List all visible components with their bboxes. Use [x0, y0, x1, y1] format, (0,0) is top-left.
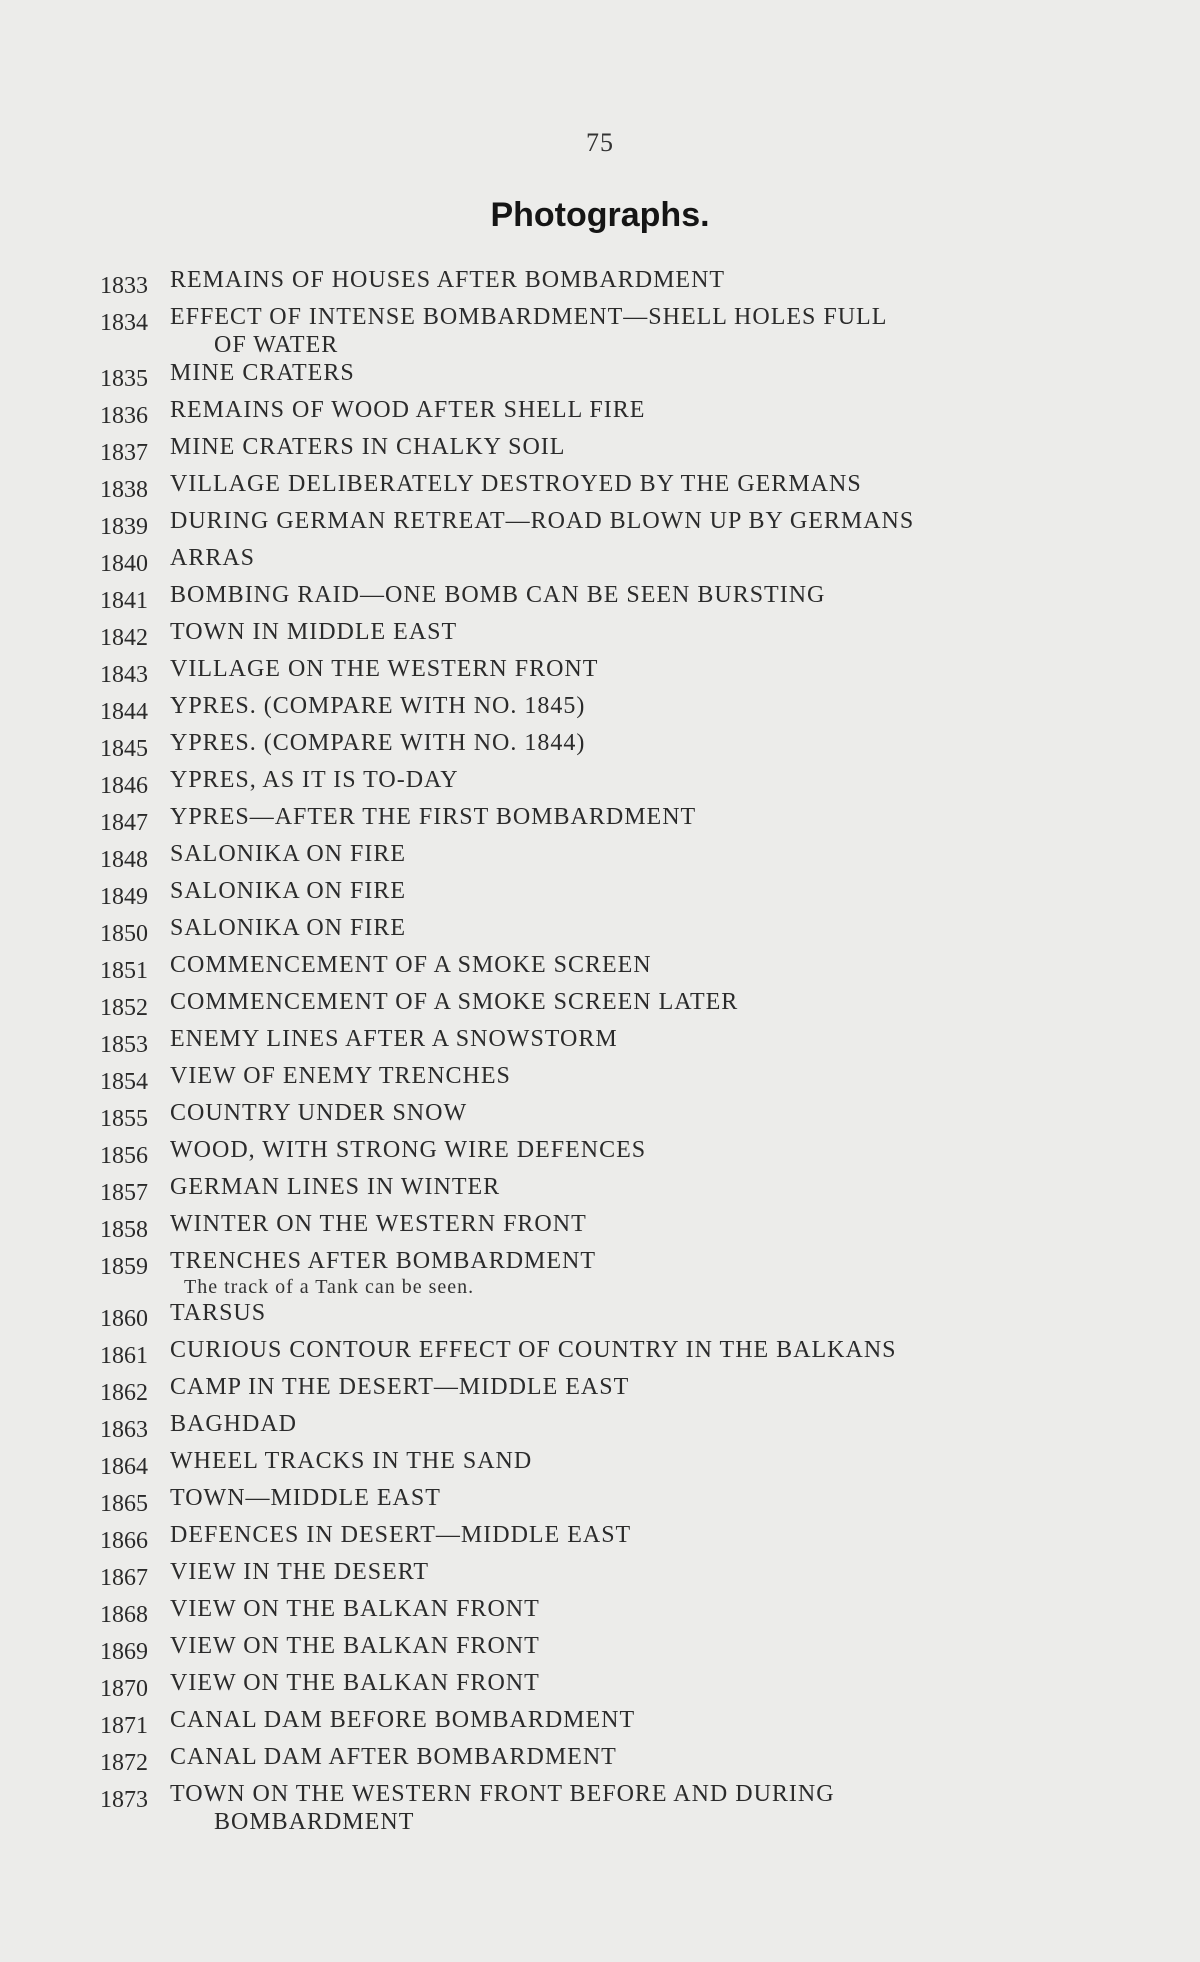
photo-title: TOWN IN MIDDLE EAST [170, 619, 458, 645]
photo-number: 1854 [100, 1069, 148, 1095]
photo-title: CAMP IN THE DESERT—MIDDLE EAST [170, 1374, 630, 1400]
list-item [100, 1097, 1100, 1134]
photo-caption [170, 875, 1100, 907]
list-item [100, 616, 1100, 653]
photo-caption [170, 1593, 1100, 1625]
photo-title: WINTER ON THE WESTERN FRONT [170, 1211, 587, 1237]
photo-caption [170, 357, 1100, 389]
photo-number: 1834 [100, 310, 148, 336]
photo-title: YPRES, AS IT IS TO-DAY [170, 767, 459, 793]
list-item [100, 468, 1100, 505]
list-item [100, 1134, 1100, 1171]
photo-title: GERMAN LINES IN WINTER [170, 1174, 501, 1200]
photo-caption [170, 1060, 1100, 1092]
photo-title: ARRAS [170, 545, 256, 571]
photo-caption [170, 838, 1100, 870]
list-item [100, 1778, 1100, 1834]
list-item [100, 394, 1100, 431]
photo-number: 1835 [100, 366, 148, 392]
photo-caption [170, 1778, 1100, 1834]
photo-caption [170, 1245, 1100, 1297]
photo-caption [170, 1519, 1100, 1551]
photo-title: SALONIKA ON FIRE [170, 915, 407, 941]
photo-number: 1844 [100, 699, 148, 725]
photo-caption [170, 1371, 1100, 1403]
photo-title: MINE CRATERS [170, 360, 355, 386]
photo-number: 1873 [100, 1787, 148, 1813]
photo-title: COMMENCEMENT OF A SMOKE SCREEN [170, 952, 652, 978]
photo-title: WHEEL TRACKS IN THE SAND [170, 1448, 533, 1474]
list-item [100, 1023, 1100, 1060]
photo-caption [170, 1297, 1100, 1329]
list-item [100, 1445, 1100, 1482]
photo-number: 1846 [100, 773, 148, 799]
photo-number: 1868 [100, 1602, 148, 1628]
photo-title: TOWN ON THE WESTERN FRONT BEFORE AND DURING [170, 1781, 835, 1807]
photo-caption [170, 468, 1100, 500]
list-item [100, 949, 1100, 986]
photo-number: 1838 [100, 477, 148, 503]
photo-caption [170, 690, 1100, 722]
photo-title: VIEW ON THE BALKAN FRONT [170, 1670, 540, 1696]
photo-title: ENEMY LINES AFTER A SNOWSTORM [170, 1026, 618, 1052]
photo-title: COUNTRY UNDER SNOW [170, 1100, 468, 1126]
list-item [100, 1245, 1100, 1297]
photo-caption [170, 431, 1100, 463]
list-item [100, 1704, 1100, 1741]
photo-caption [170, 394, 1100, 426]
photo-caption [170, 1334, 1100, 1366]
photo-number: 1861 [100, 1343, 148, 1369]
photo-number: 1842 [100, 625, 148, 651]
page-number: 75 [586, 128, 614, 157]
photo-caption [170, 1630, 1100, 1662]
photo-number: 1845 [100, 736, 148, 762]
photo-number: 1847 [100, 810, 148, 836]
photo-title: VILLAGE ON THE WESTERN FRONT [170, 656, 599, 682]
list-item [100, 1371, 1100, 1408]
list-item [100, 1519, 1100, 1556]
photo-number: 1859 [100, 1254, 148, 1280]
photo-caption [170, 727, 1100, 759]
photo-number: 1852 [100, 995, 148, 1021]
photo-caption [170, 505, 1100, 537]
page-title: Photographs. [490, 196, 710, 234]
photo-caption [170, 949, 1100, 981]
photo-number: 1857 [100, 1180, 148, 1206]
photo-title: YPRES. (COMPARE WITH NO. 1844) [170, 730, 586, 756]
photo-caption [170, 616, 1100, 648]
photo-title: SALONIKA ON FIRE [170, 841, 407, 867]
list-item [100, 727, 1100, 764]
photo-number: 1864 [100, 1454, 148, 1480]
list-item [100, 1060, 1100, 1097]
photo-caption [170, 653, 1100, 685]
photo-caption [170, 542, 1100, 574]
photo-number: 1870 [100, 1676, 148, 1702]
photo-caption [170, 1445, 1100, 1477]
list-item [100, 764, 1100, 801]
photo-number: 1849 [100, 884, 148, 910]
photo-caption [170, 579, 1100, 611]
photo-number: 1858 [100, 1217, 148, 1243]
photo-title: CANAL DAM AFTER BOMBARDMENT [170, 1744, 617, 1770]
photo-caption [170, 1134, 1100, 1166]
photo-caption [170, 1741, 1100, 1773]
photo-caption [170, 264, 1100, 296]
photo-title: YPRES—AFTER THE FIRST BOMBARDMENT [170, 804, 697, 830]
list-item [100, 1334, 1100, 1371]
photo-caption [170, 1023, 1100, 1055]
photo-caption [170, 1556, 1100, 1588]
list-item [100, 579, 1100, 616]
photo-caption [170, 801, 1100, 833]
list-item [100, 542, 1100, 579]
photo-number: 1866 [100, 1528, 148, 1554]
photo-number: 1872 [100, 1750, 148, 1776]
list-item [100, 357, 1100, 394]
photo-title: EFFECT OF INTENSE BOMBARDMENT—SHELL HOLES FULL [170, 304, 888, 330]
photo-title: VIEW ON THE BALKAN FRONT [170, 1633, 540, 1659]
list-item [100, 1408, 1100, 1445]
list-item [100, 264, 1100, 301]
photo-title: SALONIKA ON FIRE [170, 878, 407, 904]
list-item [100, 912, 1100, 949]
photo-number: 1833 [100, 273, 148, 299]
photo-caption [170, 1208, 1100, 1240]
photo-caption [170, 912, 1100, 944]
photo-number: 1862 [100, 1380, 148, 1406]
photo-title: VILLAGE DELIBERATELY DESTROYED BY THE GERMANS [170, 471, 862, 497]
photo-title: YPRES. (COMPARE WITH NO. 1845) [170, 693, 586, 719]
photo-title: BOMBING RAID—ONE BOMB CAN BE SEEN BURSTING [170, 582, 826, 608]
photo-title: DEFENCES IN DESERT—MIDDLE EAST [170, 1522, 632, 1548]
photo-title: VIEW OF ENEMY TRENCHES [170, 1063, 511, 1089]
list-item [100, 838, 1100, 875]
list-item [100, 1171, 1100, 1208]
list-item [100, 1556, 1100, 1593]
photo-number: 1837 [100, 440, 148, 466]
photo-caption [170, 1171, 1100, 1203]
photo-title: COMMENCEMENT OF A SMOKE SCREEN LATER [170, 989, 739, 1015]
photo-number: 1836 [100, 403, 148, 429]
photo-title: REMAINS OF HOUSES AFTER BOMBARDMENT [170, 267, 726, 293]
photo-number: 1860 [100, 1306, 148, 1332]
photo-number: 1840 [100, 551, 148, 577]
list-item [100, 1630, 1100, 1667]
photo-title: TOWN—MIDDLE EAST [170, 1485, 441, 1511]
list-item [100, 1482, 1100, 1519]
photo-title-continuation: BOMBARDMENT [214, 1809, 415, 1835]
photo-title: DURING GERMAN RETREAT—ROAD BLOWN UP BY GERMANS [170, 508, 915, 534]
photo-number: 1841 [100, 588, 148, 614]
photo-number: 1855 [100, 1106, 148, 1132]
list-item [100, 875, 1100, 912]
photo-caption [170, 301, 1100, 357]
photo-title-continuation: OF WATER [214, 332, 339, 358]
photo-number: 1850 [100, 921, 148, 947]
photo-title: REMAINS OF WOOD AFTER SHELL FIRE [170, 397, 646, 423]
photo-caption [170, 1667, 1100, 1699]
photo-title: VIEW IN THE DESERT [170, 1559, 429, 1585]
photo-title: WOOD, WITH STRONG WIRE DEFENCES [170, 1137, 647, 1163]
photo-number: 1851 [100, 958, 148, 984]
photograph-list [100, 264, 1100, 1834]
photo-caption [170, 1704, 1100, 1736]
list-item [100, 986, 1100, 1023]
photo-title: BAGHDAD [170, 1411, 297, 1437]
photo-number: 1863 [100, 1417, 148, 1443]
photo-number: 1869 [100, 1639, 148, 1665]
photo-number: 1843 [100, 662, 148, 688]
photo-title: VIEW ON THE BALKAN FRONT [170, 1596, 540, 1622]
photo-caption [170, 986, 1100, 1018]
photo-number: 1865 [100, 1491, 148, 1517]
list-item [100, 1297, 1100, 1334]
photo-caption [170, 764, 1100, 796]
photo-number: 1848 [100, 847, 148, 873]
photo-number: 1867 [100, 1565, 148, 1591]
list-item [100, 1593, 1100, 1630]
photo-caption [170, 1408, 1100, 1440]
photo-title: TRENCHES AFTER BOMBARDMENT [170, 1248, 597, 1274]
list-item [100, 431, 1100, 468]
list-item [100, 1741, 1100, 1778]
photo-title: MINE CRATERS IN CHALKY SOIL [170, 434, 566, 460]
photo-title: TARSUS [170, 1300, 267, 1326]
list-item [100, 801, 1100, 838]
list-item [100, 505, 1100, 542]
list-item [100, 301, 1100, 357]
photo-number: 1853 [100, 1032, 148, 1058]
photo-title: CURIOUS CONTOUR EFFECT OF COUNTRY IN THE BALKANS [170, 1337, 897, 1363]
photo-number: 1839 [100, 514, 148, 540]
list-item [100, 653, 1100, 690]
list-item [100, 690, 1100, 727]
photo-number: 1871 [100, 1713, 148, 1739]
photo-number: 1856 [100, 1143, 148, 1169]
photo-title: CANAL DAM BEFORE BOMBARDMENT [170, 1707, 636, 1733]
photo-caption [170, 1482, 1100, 1514]
list-item [100, 1208, 1100, 1245]
list-item [100, 1667, 1100, 1704]
photo-caption [170, 1097, 1100, 1129]
photo-note: The track of a Tank can be seen. [184, 1276, 475, 1298]
